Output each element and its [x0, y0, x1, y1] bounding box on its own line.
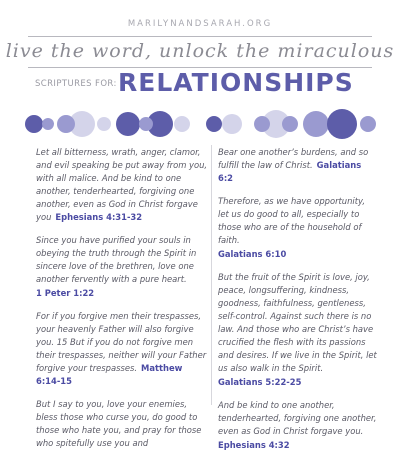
verse-text: Let all bitterness, wrath, anger, clamor, and evil speaking be put away from you, with all malice. And be kind to one another, tenderhearted, forgiving one another, even as God in Christ forgave you — [36, 147, 208, 222]
column-divider — [211, 145, 212, 405]
verse — [36, 234, 208, 300]
circle-decoration — [116, 112, 140, 136]
right-column — [218, 146, 378, 462]
verse — [218, 399, 378, 452]
verse-reference: 1 Peter 1:22 — [36, 288, 95, 298]
verse — [218, 195, 378, 261]
verse-reference: Galatians 5:22-25 — [218, 377, 302, 387]
verse — [218, 146, 378, 185]
circle-decoration — [97, 117, 111, 131]
circle-decoration — [254, 116, 270, 132]
left-column — [36, 146, 208, 460]
circle-decoration — [206, 116, 222, 132]
circle-decoration — [57, 115, 75, 133]
scriptures-label: SCRIPTURES FOR: — [35, 79, 117, 89]
circle-decoration — [222, 114, 242, 134]
verse — [218, 271, 378, 389]
site-url: MARILYNANDSARAH.ORG — [127, 19, 273, 29]
tagline: live the word, unlock the miraculous — [5, 40, 395, 62]
verse-text: Bear one another’s burdens, and so fulfill the law of Christ. — [218, 147, 369, 170]
verse-text: Therefore, as we have opportunity, let us do good to all, especially to those who are of the household of faith. — [218, 196, 365, 245]
verse-text: But I say to you, love your enemies, bless those who curse you, do good to those who hate you, and pray for those who spitefully use you and — [36, 399, 202, 448]
verse-reference: Galatians 6:2 — [218, 160, 362, 183]
verse-reference: Galatians 6:10 — [218, 249, 287, 259]
verse — [36, 146, 208, 224]
verse-text: And be kind to one another, tenderhearted, forgiving one another, even as God in Christ forgave you. — [218, 400, 377, 436]
circle-decoration — [327, 109, 357, 139]
verse-text: For if you forgive men their trespasses, your heavenly Father will also forgive you. 15 But if you do not forgive men their trespasses, neither will your Father forgive your trespasses. — [36, 311, 207, 373]
verse — [36, 398, 208, 450]
page-title: RELATIONSHIPS — [118, 68, 354, 97]
circle-decoration — [303, 111, 329, 137]
circle-decoration — [282, 116, 298, 132]
top-divider — [28, 36, 372, 37]
decorative-circles — [0, 106, 400, 142]
verse-reference: Matthew 6:14-15 — [36, 363, 183, 386]
verse — [36, 310, 208, 388]
circle-decoration — [25, 115, 43, 133]
verse-reference: Ephesians 4:32 — [218, 440, 290, 450]
circle-decoration — [360, 116, 376, 132]
circle-decoration — [139, 117, 153, 131]
verse-reference: Ephesians 4:31-32 — [55, 212, 143, 222]
verse-text: Since you have purified your souls in obeying the truth through the Spirit in sincere love of the brethren, love one another fervently with a pure heart. — [36, 235, 197, 284]
circle-decoration — [42, 118, 54, 130]
circle-decoration — [174, 116, 190, 132]
verse-text: But the fruit of the Spirit is love, joy, peace, longsuffering, kindness, goodness, faithfulness, gentleness, self-control. Against such there is no law. And those who are Christ’s have crucified the flesh with its passions and desires. If we live in the Spirit, let us also walk in the Spirit. — [218, 272, 377, 373]
